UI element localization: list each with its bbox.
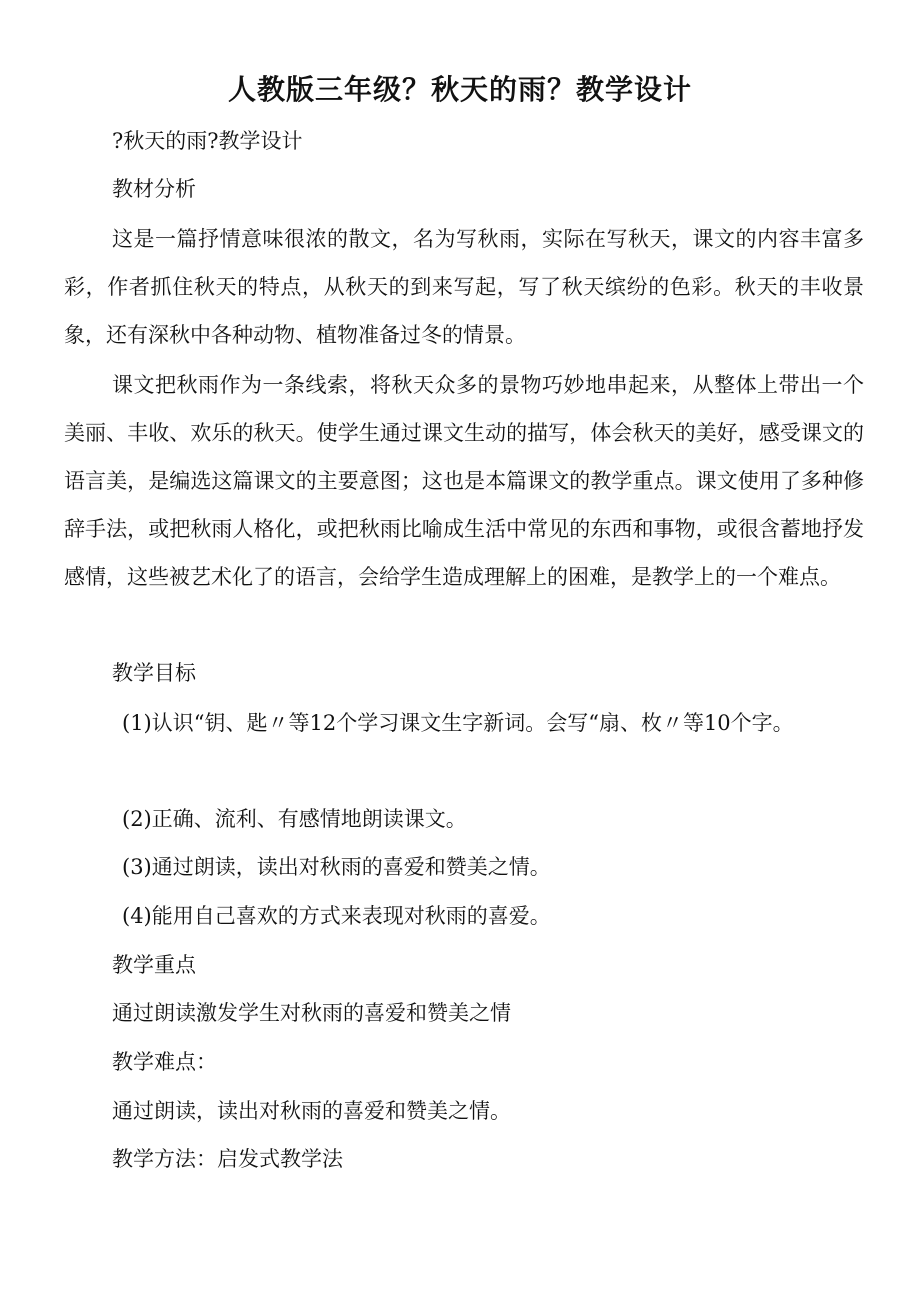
- paragraph-material-1: 这是一篇抒情意味很浓的散文，名为写秋雨，实际在写秋天，课文的内容丰富多彩，作者抓住秋天的特点，从秋天的到来写起，写了秋天缤纷的色彩。秋天的丰收景象，还有深秋中各种动物、植物准备过冬的情景。: [64, 227, 864, 347]
- document-subtitle: ?秋天的雨?教学设计: [112, 129, 303, 153]
- difficulty-text: 通过朗读，读出对秋雨的喜爱和赞美之情。: [112, 1099, 511, 1123]
- document-title: 人教版三年级？秋天的雨？教学设计: [227, 73, 692, 106]
- goal-item-4: (4)能用自己喜欢的方式来表现对秋雨的喜爱。: [122, 904, 551, 928]
- goal-item-3: (3)通过朗读，读出对秋雨的喜爱和赞美之情。: [122, 855, 551, 879]
- section-heading-goals: 教学目标: [112, 661, 196, 685]
- section-heading-key: 教学重点: [112, 953, 196, 977]
- section-heading-material: 教材分析: [112, 177, 196, 201]
- paragraph-material-2: 课文把秋雨作为一条线索，将秋天众多的景物巧妙地串起来，从整体上带出一个美丽、丰收、欢乐的秋天。使学生通过课文生动的描写，体会秋天的美好，感受课文的语言美，是编选这篇课文的主要意图；这也是本篇课文的教学重点。课文使用了多种修辞手法，或把秋雨人格化，或把秋雨比喻成生活中常见的东西和事物，或很含蓄地抒发感情，这些被艺术化了的语言，会给学生造成理解上的困难，是教学上的一个难点。: [64, 373, 864, 589]
- section-heading-difficulty: 教学难点：: [112, 1050, 217, 1074]
- teaching-method: 教学方法：启发式教学法: [112, 1147, 343, 1171]
- goal-item-1: (1)认识“钥、匙〃等12个学习课文生字新词。会写“扇、枚〃等10个字。: [122, 711, 794, 735]
- goal-item-2: (2)正确、流利、有感情地朗读课文。: [122, 807, 467, 831]
- key-point-text: 通过朗读激发学生对秋雨的喜爱和赞美之情: [112, 1001, 511, 1025]
